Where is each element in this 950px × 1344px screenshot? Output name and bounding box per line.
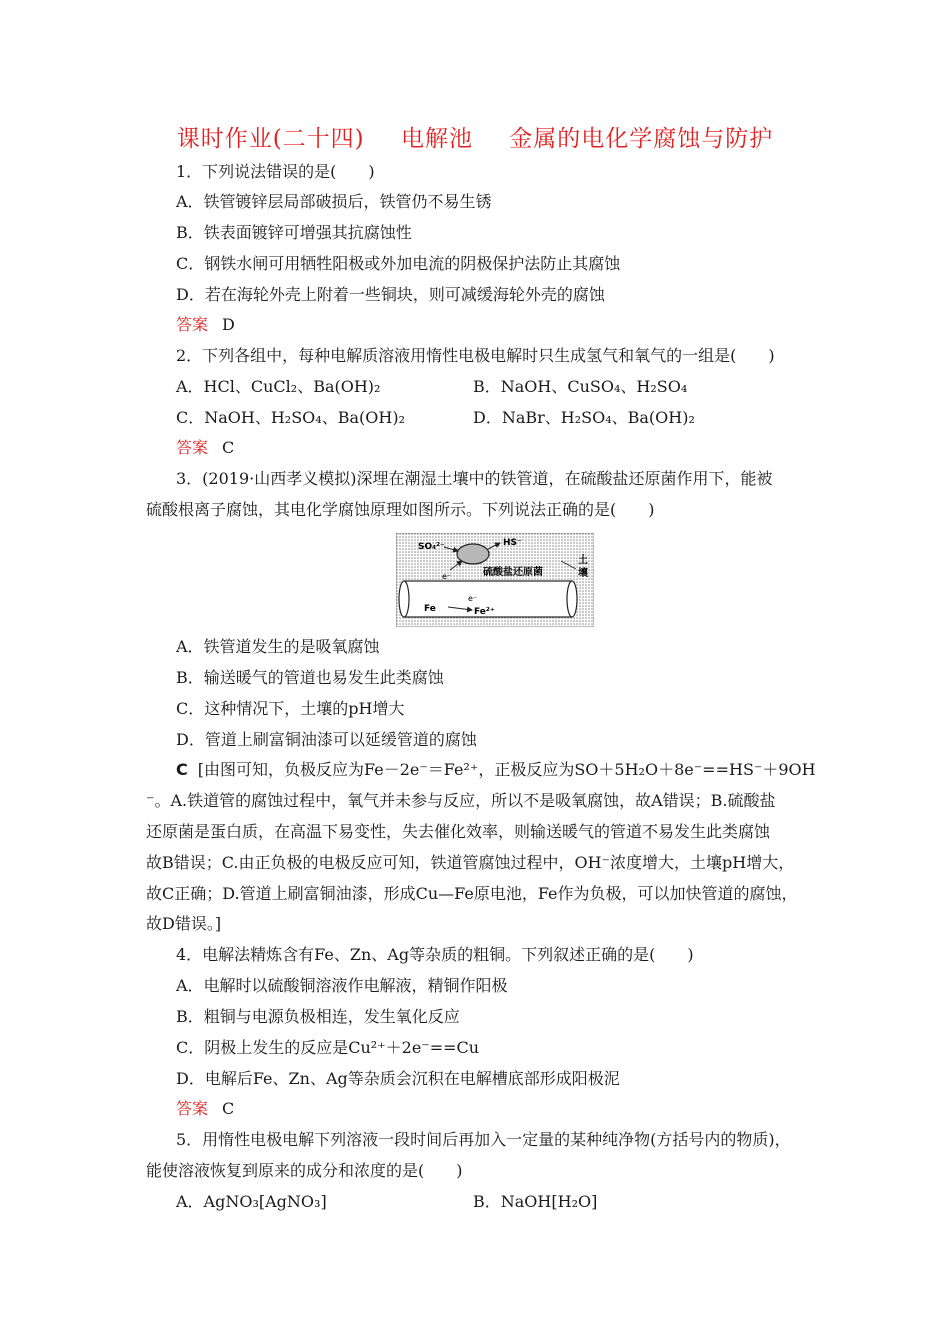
q3-explanation-line6: 故D错误。] bbox=[146, 914, 222, 933]
label-so4: SO₄²⁻ bbox=[418, 542, 445, 552]
q2-stem: 2．下列各组中，每种电解质溶液用惰性电极电解时只生成氢气和氧气的一组是( ) bbox=[176, 346, 775, 365]
q5-stem-line2: 能使溶液恢复到原来的成分和浓度的是( ) bbox=[146, 1161, 463, 1180]
label-soil-1: 土 bbox=[578, 555, 588, 566]
q2-option-c: C．NaOH、H₂SO₄、Ba(OH)₂ bbox=[176, 408, 405, 427]
pipe-end bbox=[399, 581, 409, 617]
q4-option-b: B．粗铜与电源负极相连，发生氧化反应 bbox=[176, 1007, 460, 1026]
q3-explanation-line2: ⁻。A.铁道管的腐蚀过程中，氧气并未参与反应，所以不是吸氧腐蚀，故A错误；B.硫酸盐 bbox=[146, 791, 776, 810]
q2-option-d: D．NaBr、H₂SO₄、Ba(OH)₂ bbox=[473, 408, 695, 427]
q4-stem: 4．电解法精炼含有Fe、Zn、Ag等杂质的粗铜。下列叙述正确的是( ) bbox=[176, 945, 694, 964]
q2-option-a: A．HCl、CuCl₂、Ba(OH)₂ bbox=[176, 377, 381, 396]
q4-option-a: A．电解时以硫酸铜溶液作电解液，精铜作阳极 bbox=[176, 976, 508, 995]
corrosion-diagram bbox=[396, 533, 594, 627]
q5-option-b: B．NaOH[H₂O] bbox=[473, 1192, 598, 1211]
q5-option-a: A．AgNO₃[AgNO₃] bbox=[176, 1192, 327, 1211]
label-electron-1: e⁻ bbox=[442, 572, 452, 581]
q1-option-d: D．若在海轮外壳上附着一些铜块，则可减缓海轮外壳的腐蚀 bbox=[176, 285, 605, 304]
label-electron-2: e⁻ bbox=[468, 594, 478, 603]
q1-option-b: B．铁表面镀锌可增强其抗腐蚀性 bbox=[176, 223, 412, 242]
q3-option-b: B．输送暖气的管道也易发生此类腐蚀 bbox=[176, 668, 444, 687]
pipe-end bbox=[567, 581, 577, 617]
label-bacteria: 硫酸盐还原菌 bbox=[483, 567, 543, 578]
q3-explanation-line5: 故C正确；D.管道上刷富铜油漆，形成Cu—Fe原电池，Fe作为负极，可以加快管道的腐蚀， bbox=[146, 884, 798, 903]
q3-explanation-line1: C [由图可知，负极反应为Fe－2e⁻＝Fe²⁺，正极反应为SO＋5H₂O＋8e⁻==HS⁻＋9OH bbox=[176, 760, 816, 779]
label-fe2: Fe²⁺ bbox=[474, 607, 495, 617]
q3-stem-line1: 3．(2019·山西孝义模拟)深埋在潮湿土壤中的铁管道，在硫酸盐还原菌作用下，能被 bbox=[176, 469, 773, 488]
title-part-1: 课时作业(二十四) bbox=[176, 126, 365, 152]
q3-option-d: D．管道上刷富铜油漆可以延缓管道的腐蚀 bbox=[176, 730, 477, 749]
q3-option-a: A．铁管道发生的是吸氧腐蚀 bbox=[176, 637, 380, 656]
page-title bbox=[0, 120, 950, 153]
q4-answer: 答案 C bbox=[176, 1099, 235, 1118]
q2-answer: 答案 C bbox=[176, 438, 235, 457]
q3-explanation-line3: 还原菌是蛋白质，在高温下易变性，失去催化效率，则输送暖气的管道不易发生此类腐蚀 bbox=[146, 822, 771, 841]
q1-option-a: A．铁管镀锌层局部破损后，铁管仍不易生锈 bbox=[176, 192, 492, 211]
q5-stem-line1: 5．用惰性电极电解下列溶液一段时间后再加入一定量的某种纯净物(方括号内的物质)， bbox=[176, 1130, 791, 1149]
q3-stem-line2: 硫酸根离子腐蚀，其电化学腐蚀原理如图所示。下列说法正确的是( ) bbox=[146, 500, 655, 519]
label-hs: HS⁻ bbox=[503, 538, 522, 548]
q4-option-d: D．电解后Fe、Zn、Ag等杂质会沉积在电解槽底部形成阳极泥 bbox=[176, 1069, 620, 1088]
title-part-3: 金属的电化学腐蚀与防护 bbox=[509, 126, 774, 152]
label-fe: Fe bbox=[424, 604, 436, 614]
title-part-2: 电解池 bbox=[400, 126, 473, 152]
q3-answer: C bbox=[176, 760, 188, 779]
label-soil-2: 壤 bbox=[578, 568, 588, 579]
q1-answer: 答案 D bbox=[176, 315, 235, 334]
q3-explanation-line4: 故B错误；C.由正负极的电极反应可知，铁道管腐蚀过程中，OH⁻浓度增大，土壤pH增大， bbox=[146, 853, 795, 872]
q1-option-c: C．钢铁水闸可用牺牲阳极或外加电流的阴极保护法防止其腐蚀 bbox=[176, 254, 621, 273]
q1-stem: 1．下列说法错误的是( ) bbox=[176, 162, 375, 181]
q4-option-c: C．阴极上发生的反应是Cu²⁺＋2e⁻==Cu bbox=[176, 1038, 480, 1057]
q2-option-b: B．NaOH、CuSO₄、H₂SO₄ bbox=[473, 377, 688, 396]
q3-option-c: C．这种情况下，土壤的pH增大 bbox=[176, 699, 405, 718]
